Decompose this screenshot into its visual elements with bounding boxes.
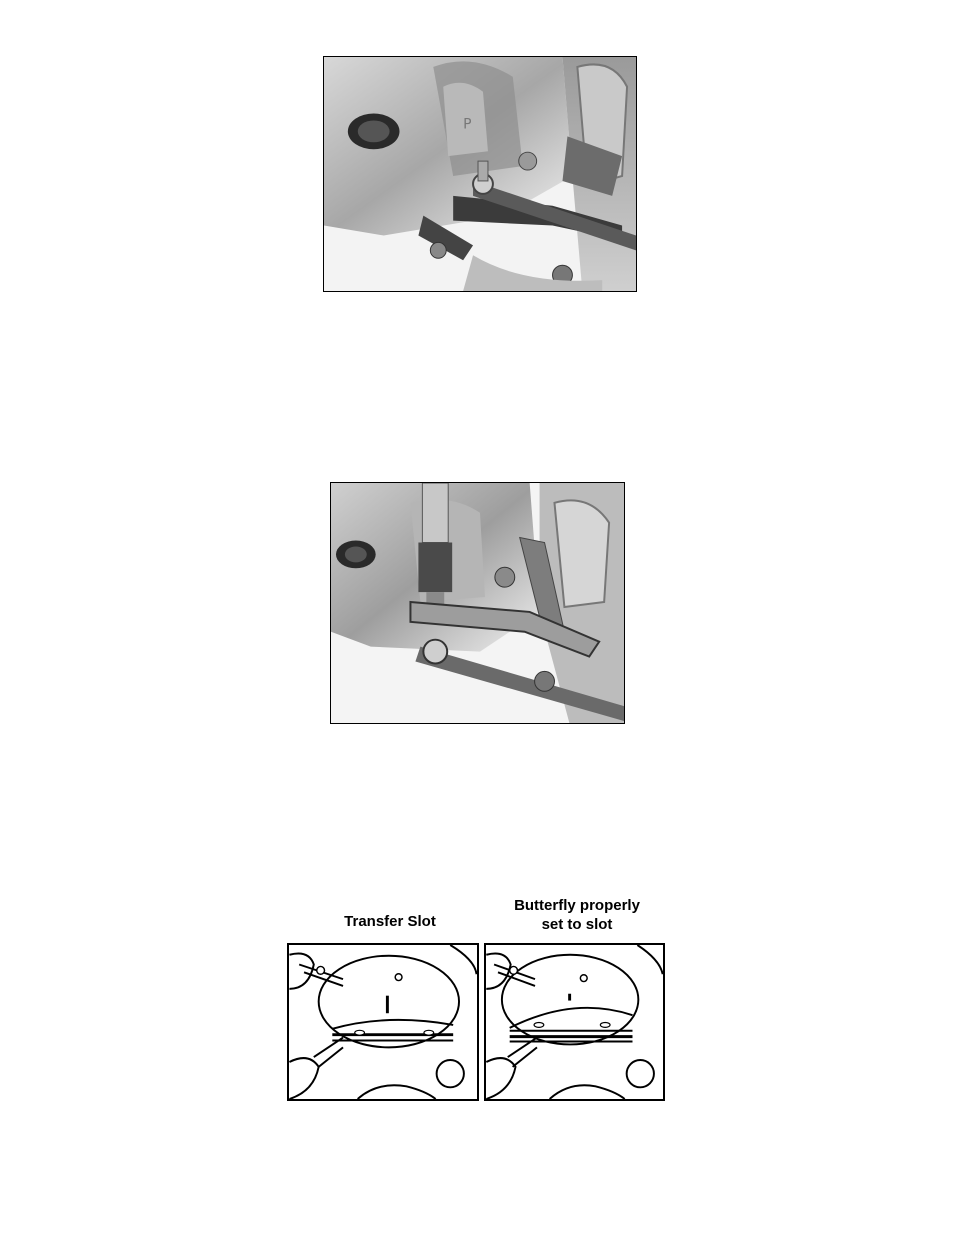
carburetor-photo-2 xyxy=(330,482,625,724)
butterfly-label-line2: set to slot xyxy=(541,916,613,933)
butterfly-set-diagram-art xyxy=(486,945,663,1099)
transfer-slot-label: Transfer Slot xyxy=(344,913,436,930)
carburetor-photo-1 xyxy=(323,56,637,292)
transfer-slot-diagram-art xyxy=(289,945,477,1099)
transfer-slot-diagram xyxy=(287,943,479,1101)
butterfly-label-line1: Butterfly properly xyxy=(514,897,640,914)
svg-text:P: P xyxy=(463,116,472,133)
butterfly-label xyxy=(492,896,662,934)
carburetor-photo-1-image xyxy=(324,57,636,291)
butterfly-set-diagram xyxy=(484,943,665,1101)
carburetor-photo-2-image xyxy=(331,483,624,723)
